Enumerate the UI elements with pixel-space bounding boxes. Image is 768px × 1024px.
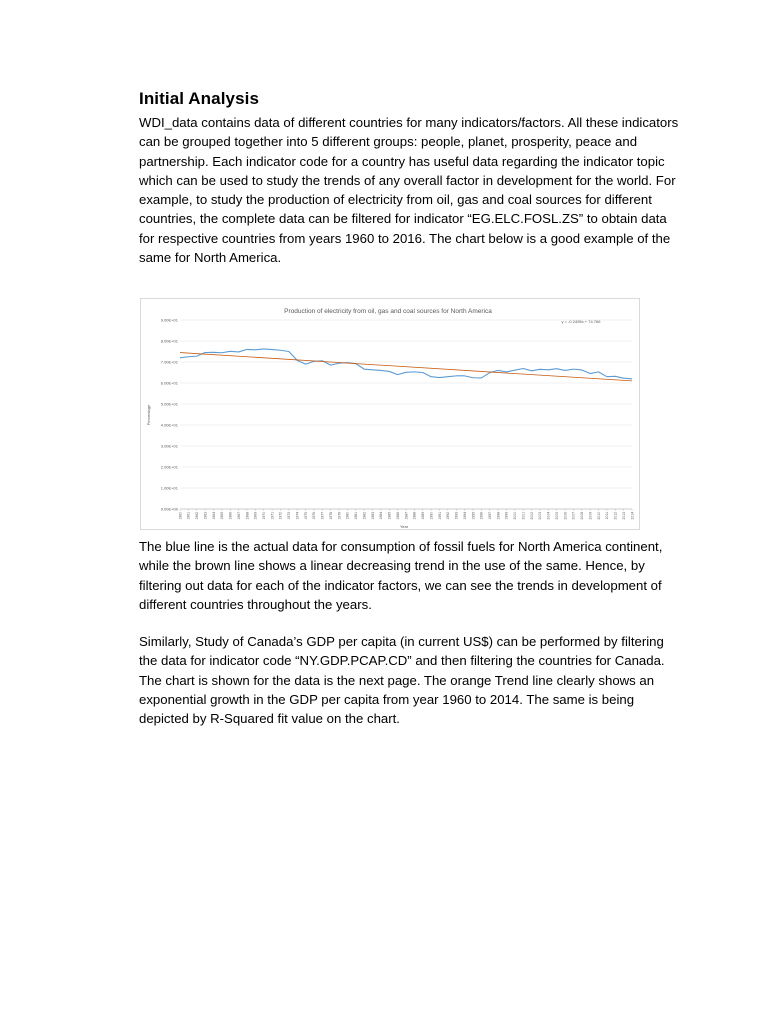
x-tick-label: 1962 [195, 512, 200, 520]
x-tick-label: 2008 [580, 512, 585, 520]
x-tick-label: 1986 [395, 512, 400, 520]
x-tick-label: 2009 [588, 512, 593, 520]
x-tick-label: 1982 [362, 512, 367, 520]
x-tick-label: 1974 [295, 512, 300, 520]
x-tick-label: 1975 [303, 512, 308, 520]
x-tick-label: 2010 [596, 512, 601, 520]
x-tick-label: 1984 [379, 512, 384, 520]
x-tick-label: 1997 [488, 512, 493, 520]
y-tick-label: 1.00E+01 [160, 485, 178, 491]
x-tick-label: 1990 [429, 512, 434, 520]
x-tick-label: 1979 [337, 512, 342, 520]
x-tick-label: 1973 [287, 512, 292, 520]
x-tick-label: 2014 [630, 512, 635, 520]
chart-svg [140, 298, 640, 530]
x-tick-label: 1993 [454, 512, 459, 520]
x-tick-label: 1995 [471, 512, 476, 520]
y-tick-label: 2.00E+01 [160, 464, 178, 470]
x-tick-label: 1981 [354, 512, 359, 520]
x-tick-label: 1960 [178, 512, 183, 520]
y-tick-label: 3.00E+01 [160, 443, 178, 449]
chart-title: Production of electricity from oil, gas and coal sources for North America [284, 308, 492, 315]
y-tick-label: 7.00E+01 [160, 359, 178, 365]
x-tick-label: 1983 [370, 512, 375, 520]
x-tick-label: 1992 [446, 512, 451, 520]
x-axis-label: Year [399, 524, 409, 529]
x-tick-label: 1991 [437, 512, 442, 520]
x-tick-label: 1980 [345, 512, 350, 520]
y-tick-label: 6.00E+01 [160, 380, 178, 386]
x-tick-label: 2003 [538, 512, 543, 520]
x-tick-label: 1968 [245, 512, 250, 520]
x-tick-label: 1965 [220, 512, 225, 520]
x-tick-label: 1999 [504, 512, 509, 520]
x-tick-label: 2006 [563, 512, 568, 520]
x-tick-label: 1985 [387, 512, 392, 520]
x-tick-label: 1998 [496, 512, 501, 520]
x-tick-label: 2011 [605, 512, 610, 520]
chart-explanation-paragraph: The blue line is the actual data for consumption of fossil fuels for North America continent, while the brown line shows a linear decreasing trend in the use of the same. Hence, by filtering out data for each of the indicator factors, we can see the trends in development of different countries throughout the years. [139, 539, 663, 612]
x-tick-label: 1961 [186, 512, 191, 520]
x-tick-label: 2002 [529, 512, 534, 520]
x-tick-label: 1978 [328, 512, 333, 520]
x-tick-label: 2013 [621, 512, 626, 520]
x-tick-label: 2004 [546, 512, 551, 520]
x-tick-label: 1972 [278, 512, 283, 520]
x-tick-label: 2012 [613, 512, 618, 520]
y-axis-label: Percentage [146, 404, 151, 426]
y-tick-label: 9.00E+01 [160, 317, 178, 323]
intro-paragraph: WDI_data contains data of different countries for many indicators/factors. All these indicators can be grouped together into 5 different groups: people, planet, prosperity, peace and partnership. Each indicator code for a country has useful data regarding the indicator topic which can be used to study the trends of any overall factor in development for the world. For example, to study the production of electricity from oil, gas and coal sources for different countries, the complete data can be filtered for indicator “EG.ELC.FOSL.ZS” to obtain data for respective countries from years 1960 to 2016. The chart below is a good example of the same for North America. [139, 115, 679, 266]
x-tick-label: 2005 [554, 512, 559, 520]
chart-frame [141, 299, 640, 530]
trendline-equation: y = -0.2495x + 74.766 [561, 319, 601, 324]
x-tick-label: 1963 [203, 512, 208, 520]
y-tick-label: 5.00E+01 [160, 401, 178, 407]
canada-gdp-paragraph: Similarly, Study of Canada’s GDP per capita (in current US$) can be performed by filtering the data for indicator code “NY.GDP.PCAP.CD” and then filtering the countries for Canada. The chart is shown for the data is the next page. The orange Trend line clearly shows an exponential growth in the GDP per capita from year 1960 to 2014. The same is being depicted by R-Squared fit value on the chart. [139, 634, 665, 727]
x-tick-label: 1977 [320, 512, 325, 520]
x-tick-label: 1988 [412, 512, 417, 520]
x-tick-label: 1976 [312, 512, 317, 520]
x-tick-label: 1967 [236, 512, 241, 520]
fossil-electricity-chart [140, 298, 640, 530]
y-tick-label: 8.00E+01 [160, 338, 178, 344]
y-tick-label: 4.00E+01 [160, 422, 178, 428]
x-tick-label: 1964 [211, 512, 216, 520]
x-tick-label: 1971 [270, 512, 275, 520]
x-tick-label: 1994 [462, 512, 467, 520]
y-tick-label: 0.00E+00 [160, 506, 178, 512]
x-tick-label: 2000 [513, 512, 518, 520]
page-heading: Initial Analysis [139, 89, 260, 108]
x-tick-label: 1969 [253, 512, 258, 520]
x-tick-label: 1970 [262, 512, 267, 520]
x-tick-label: 1987 [404, 512, 409, 520]
x-tick-label: 1966 [228, 512, 233, 520]
x-tick-label: 2007 [571, 512, 576, 520]
x-tick-label: 1996 [479, 512, 484, 520]
x-tick-label: 1989 [421, 512, 426, 520]
x-tick-label: 2001 [521, 512, 526, 520]
